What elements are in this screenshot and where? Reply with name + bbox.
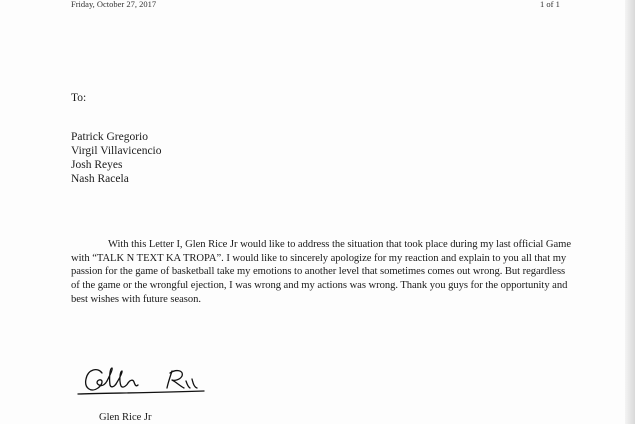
signature-icon xyxy=(76,363,206,403)
signature-name: Glen Rice Jr xyxy=(99,412,152,423)
recipient-item: Patrick Gregorio xyxy=(71,131,148,143)
header-page-indicator: 1 of 1 xyxy=(540,0,560,9)
recipient-item: Nash Racela xyxy=(71,173,129,185)
page-edge-shadow xyxy=(625,0,635,424)
recipient-item: Virgil Villavicencio xyxy=(71,145,162,157)
header-date: Friday, October 27, 2017 xyxy=(71,0,157,9)
letter-body: With this Letter I, Glen Rice Jr would like to address the situation that took place during my last official Game with “TALK N TEXT KA TROPA”. I would like to sincerely apologize for my reaction and explain to you all that my passion for the game of basketball take my emotions to another level that sometimes comes out wrong. But regardless of the game or the wrongful ejection, I was wrong and my actions was wrong. Thank you guys for the opportunity and best wishes with future season. xyxy=(71,239,571,305)
recipient-item: Josh Reyes xyxy=(71,159,123,171)
salutation-label: To: xyxy=(71,92,87,104)
recipient-list xyxy=(71,130,162,186)
